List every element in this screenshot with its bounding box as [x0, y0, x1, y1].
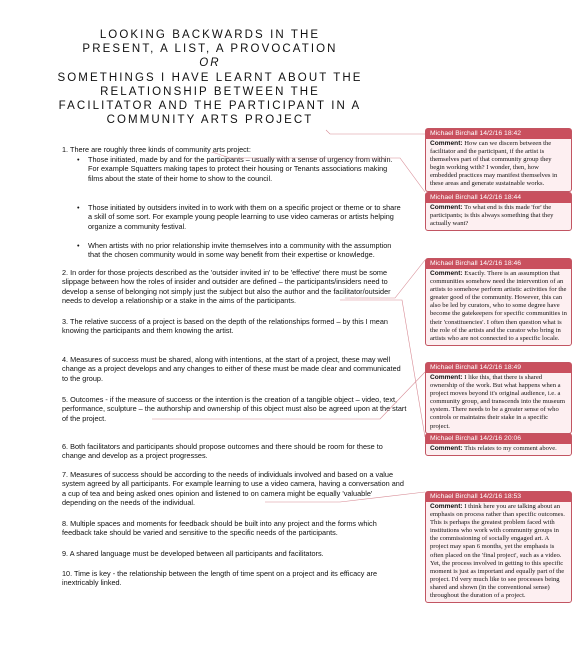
comment-label: Comment: [430, 374, 463, 381]
comment-label: Comment: [430, 270, 463, 277]
comment-author: Michael Birchall 14/2/16 18:42 [426, 129, 571, 139]
comment-2[interactable] [425, 192, 572, 231]
paragraph-10: 10. Time is key - the relationship between the length of time spent on a project and its efficacy are inextricably linked. [62, 569, 378, 588]
comment-author: Michael Birchall 14/2/16 20:06 [426, 434, 571, 444]
paragraph-8: 8. Multiple spaces and moments for feedback should be built into any project and the forms which feedback take should be varied and sensitive to the specific needs of the participants. [62, 519, 377, 538]
list-item: • When artists with no prior relationship invite themselves into a community with the assumption that the chosen community would in some way benefit from their expertise or knowledge. [88, 241, 404, 260]
list-item: • Those initiated by outsiders invited in to work with them on a specific project or theme or to share a skill of some sort. For example young people learning to use video cameras or artists helping organize a community festival. [88, 203, 404, 231]
comment-author: Michael Birchall 14/2/16 18:44 [426, 193, 571, 203]
comment-6[interactable] [425, 491, 572, 603]
title-line-2: PRESENT, A LIST, A PROVOCATION [82, 43, 338, 56]
paragraph-9: 9. A shared language must be developed between all participants and facilitators. [62, 549, 324, 558]
paragraph-3: 3. The relative success of a project is based on the depth of the relationships formed – by this I mean knowing the participants and them knowing the artist. [62, 317, 388, 336]
comment-1[interactable] [425, 128, 572, 192]
paragraph-1: 1. There are roughly three kinds of community arts project: [62, 145, 251, 154]
title-line-4: SOMETHINGS I HAVE LEARNT ABOUT THE [57, 71, 363, 84]
paragraph-2: 2. In order for those projects described as the 'outsider invited in' to be 'effective' there must be some slippage between how the roles of insider and outsider are defined – the participants/insiders need to develop a sense of belonging not simply just the subject but also the author and the facilitator/outsider needs to develop a relationship or a stake in the aims of the participants. [62, 268, 391, 305]
comment-text: Exactly. There is an assumption that communities somehow need the intervention of an artists to somehow perform artistic activities for the greater good of the community. However, this can also be led by curators, who to some degree have become the gatekeepers for specific communities in their 'constituencies'. I often then question what is the role of the artists and the curator who bring in artists who are not connected to a specific locale. [430, 270, 567, 342]
paragraph-6: 6. Both facilitators and participants should propose outcomes and there should be room for these to change and develop as a project progresses. [62, 442, 383, 461]
title-line-5: RELATIONSHIP BETWEEN THE [100, 85, 320, 98]
document-title [40, 28, 380, 127]
list-item: • Those initiated, made by and for the participants – usually with a sense of urgency from within. For example Squatters making tapes to protect their housing or Tenants associations making films about the state of their home to show to the council. [88, 155, 404, 183]
comment-label: Comment: [430, 140, 463, 147]
comment-5[interactable] [425, 433, 572, 456]
comment-text: This relates to my comment above. [464, 445, 557, 452]
title-line-7: COMMUNITY ARTS PROJECT [106, 114, 314, 127]
comment-author: Michael Birchall 14/2/16 18:53 [426, 492, 571, 502]
paragraph-5: 5. Outcomes - if the measure of success or the intention is the creation of a tangible object – video, text, performance, sculpture – the authorship and ownership of this object must also be agreed upon at the start of the project. [62, 395, 407, 423]
comment-author: Michael Birchall 14/2/16 18:49 [426, 363, 571, 373]
title-line-1: LOOKING BACKWARDS IN THE [99, 29, 321, 41]
comment-text: I like this, that there is shared ownership of the work. But what happens when a project moves beyond it's original audience, i.e. a community group, and transcends into the museum system. There needs to be a greater sense of who controls or maintains their stake in a specific project. [430, 374, 565, 430]
comment-3[interactable] [425, 258, 572, 346]
comment-text: To what end is this made 'for' the participants; is this always something that they actually want? [430, 204, 554, 228]
title-line-6: FACILITATOR AND THE PARTICIPANT IN A [58, 100, 362, 113]
comment-author: Michael Birchall 14/2/16 18:46 [426, 259, 571, 269]
title-line-or: OR [199, 57, 221, 70]
comment-label: Comment: [430, 503, 463, 510]
comment-4[interactable] [425, 362, 572, 434]
comment-label: Comment: [430, 445, 463, 452]
comment-text: How can we discern between the facilitator and the participant, if the artist is themselves part of that community group they begin working with? I wonder, then, how embedded practices may manifest themselves in these areas and generate sustainable works. [430, 140, 558, 188]
paragraph-7: 7. Measures of success should be according to the needs of individuals involved and based on a value system agreed by all participants. For example learning to use a video camera, having a conversation and a cup of tea and being asked ones opinion and listened to on camera might be equally 'valuable' depending on the needs of the individual. [62, 470, 404, 507]
paragraph-4: 4. Measures of success must be shared, along with intentions, at the start of a project, these may well change as a project develops and any changes to either of these must be made clear and communicated to the group. [62, 355, 401, 383]
comment-label: Comment: [430, 204, 463, 211]
comment-text: I think here you are talking about an emphasis on process rather than specific outcomes. This is perhaps the greatest problem faced with institutions who work with community groups in the commissioning of socially engaged art. A project may span 6 months, yet the emphasis is often placed on the 'final project', such as a video. Yet, the process involved in getting to this specific moment is just as important and equally part of the project. I'd very much like to see processes being shared and shown (in the conventional sense) throughout the duration of a project. [430, 503, 565, 600]
